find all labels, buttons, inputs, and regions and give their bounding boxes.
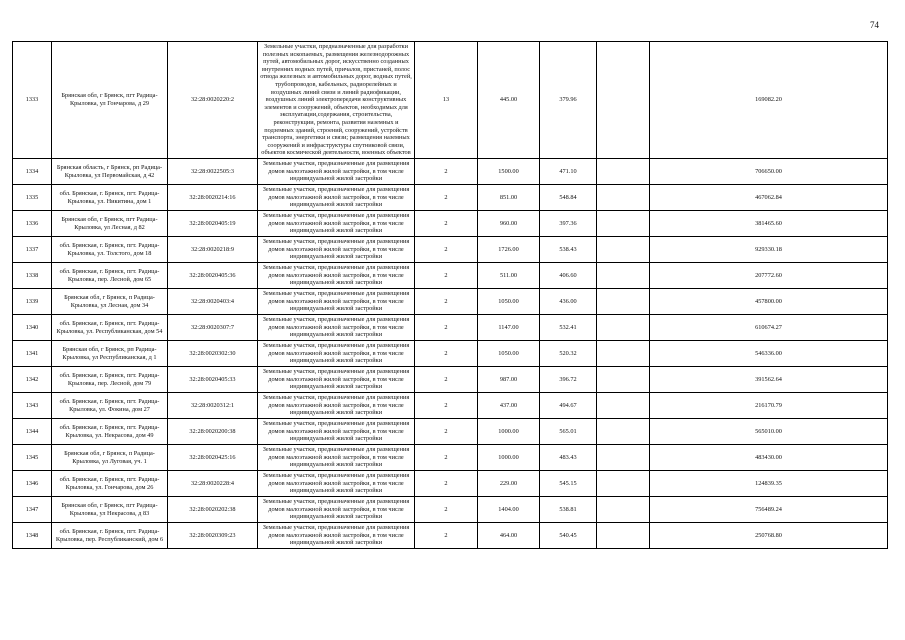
area-cell: 851.00	[478, 185, 540, 211]
address-cell: обл. Брянская, г. Брянск, пгт. Радица-Крыловка, пер. Республиканский, дом 6	[52, 523, 168, 549]
row-number-cell: 1346	[13, 471, 52, 497]
cadastral-number-cell: 32:28:0020403:4	[168, 289, 258, 315]
land-use-description-cell: Земельные участки, предназначенные для размещения домов малоэтажной жилой застройки, в том числе индивидуальной жилой застройки	[258, 263, 415, 289]
area-cell: 229.00	[478, 471, 540, 497]
group-number-cell: 13	[415, 42, 478, 159]
address-cell: Брянская область, г Брянск, рп Радица-Крыловка, ул Первомайская, д 42	[52, 159, 168, 185]
row-number-cell: 1340	[13, 315, 52, 341]
spacer-cell	[597, 185, 650, 211]
spacer-cell	[597, 289, 650, 315]
land-use-description-cell: Земельные участки, предназначенные для размещения домов малоэтажной жилой застройки, в том числе индивидуальной жилой застройки	[258, 237, 415, 263]
specific-value-cell: 565.01	[540, 419, 597, 445]
spacer-cell	[597, 211, 650, 237]
table-body	[13, 42, 888, 549]
land-use-description-cell: Земельные участки, предназначенные для размещения домов малоэтажной жилой застройки, в том числе индивидуальной жилой застройки	[258, 367, 415, 393]
row-number-cell: 1339	[13, 289, 52, 315]
address-cell: обл. Брянская, г. Брянск, пгт. Радица-Крыловка, пер. Лесной, дом 79	[52, 367, 168, 393]
address-cell: обл. Брянская, г. Брянск, пгт. Радица-Крыловка, ул. Толстого, дом 18	[52, 237, 168, 263]
land-use-description-cell: Земельные участки, предназначенные для размещения домов малоэтажной жилой застройки, в том числе индивидуальной жилой застройки	[258, 341, 415, 367]
table-row	[13, 185, 888, 211]
cadastral-number-cell: 32:28:0020202:38	[168, 497, 258, 523]
specific-value-cell: 436.00	[540, 289, 597, 315]
spacer-cell	[597, 523, 650, 549]
specific-value-cell: 548.84	[540, 185, 597, 211]
group-number-cell: 2	[415, 445, 478, 471]
group-number-cell: 2	[415, 315, 478, 341]
address-cell: Брянская обл, г Брянск, рп Радица-Крыловка, ул Республиканская, д 1	[52, 341, 168, 367]
address-cell: обл. Брянская, г. Брянск, пгт. Радица-Крыловка, ул. Республиканская, дом 54	[52, 315, 168, 341]
cadastral-number-cell: 32:28:0022505:3	[168, 159, 258, 185]
address-cell: Брянская обл, г Брянск, пгт Радица-Крыловка, ул Гончарова, д 29	[52, 42, 168, 159]
specific-value-cell: 397.36	[540, 211, 597, 237]
area-cell: 1050.00	[478, 289, 540, 315]
group-number-cell: 2	[415, 419, 478, 445]
cadastral-value-cell: 756489.24	[650, 497, 888, 523]
spacer-cell	[597, 471, 650, 497]
row-number-cell: 1338	[13, 263, 52, 289]
specific-value-cell: 471.10	[540, 159, 597, 185]
row-number-cell: 1343	[13, 393, 52, 419]
cadastral-value-table	[12, 41, 888, 549]
table-row	[13, 393, 888, 419]
spacer-cell	[597, 419, 650, 445]
table-row	[13, 159, 888, 185]
spacer-cell	[597, 341, 650, 367]
cadastral-value-cell: 483430.00	[650, 445, 888, 471]
land-use-description-cell: Земельные участки, предназначенные для размещения домов малоэтажной жилой застройки, в том числе индивидуальной жилой застройки	[258, 523, 415, 549]
row-number-cell: 1348	[13, 523, 52, 549]
cadastral-value-cell: 457800.00	[650, 289, 888, 315]
specific-value-cell: 396.72	[540, 367, 597, 393]
area-cell: 1000.00	[478, 419, 540, 445]
row-number-cell: 1341	[13, 341, 52, 367]
spacer-cell	[597, 237, 650, 263]
table-row	[13, 341, 888, 367]
area-cell: 1500.00	[478, 159, 540, 185]
area-cell: 987.00	[478, 367, 540, 393]
land-use-description-cell: Земельные участки, предназначенные для размещения домов малоэтажной жилой застройки, в том числе индивидуальной жилой застройки	[258, 393, 415, 419]
area-cell: 1404.00	[478, 497, 540, 523]
specific-value-cell: 379.96	[540, 42, 597, 159]
land-use-description-cell: Земельные участки, предназначенные для размещения домов малоэтажной жилой застройки, в том числе индивидуальной жилой застройки	[258, 445, 415, 471]
group-number-cell: 2	[415, 289, 478, 315]
land-use-description-cell: Земельные участки, предназначенные для размещения домов малоэтажной жилой застройки, в том числе индивидуальной жилой застройки	[258, 471, 415, 497]
cadastral-number-cell: 32:28:0020425:16	[168, 445, 258, 471]
land-use-description-cell: Земельные участки, предназначенные для размещения домов малоэтажной жилой застройки, в том числе индивидуальной жилой застройки	[258, 185, 415, 211]
group-number-cell: 2	[415, 523, 478, 549]
cadastral-number-cell: 32:28:0020307:7	[168, 315, 258, 341]
area-cell: 445.00	[478, 42, 540, 159]
cadastral-value-cell: 929330.18	[650, 237, 888, 263]
group-number-cell: 2	[415, 211, 478, 237]
row-number-cell: 1335	[13, 185, 52, 211]
area-cell: 464.00	[478, 523, 540, 549]
spacer-cell	[597, 159, 650, 185]
cadastral-value-cell: 546336.00	[650, 341, 888, 367]
land-use-description-cell: Земельные участки, предназначенные для размещения домов малоэтажной жилой застройки, в том числе индивидуальной жилой застройки	[258, 497, 415, 523]
land-use-description-cell: Земельные участки, предназначенные для разработки полезных ископаемых, размещения железнодорожных путей, автомобильных дорог, искусственно созданных внутренних водных путей, причалов, пристаней, полос отвода железных и автомобильных дорог, водных путей, трубопроводов, кабельных, радиорелейных и воздушных линий связи и линий радиофикации, воздушных линий электропередачи конструктивных элементов и сооружений, объектов, необходимых для эксплуатации,содержания, строительства, реконструкции, ремонта, развития наземных и подземных зданий, строений, сооружений, устройств транспорта, энергетики и связи; размещения наземных сооружений и инфраструктуры спутниковой связи, объектов космической деятельности, военных объектов	[258, 42, 415, 159]
area-cell: 511.00	[478, 263, 540, 289]
table-row	[13, 289, 888, 315]
row-number-cell: 1342	[13, 367, 52, 393]
specific-value-cell: 540.45	[540, 523, 597, 549]
table-row	[13, 42, 888, 159]
address-cell: обл. Брянская, г. Брянск, пгт. Радица-Крыловка, ул. Фокина, дом 27	[52, 393, 168, 419]
table-row	[13, 419, 888, 445]
spacer-cell	[597, 393, 650, 419]
group-number-cell: 2	[415, 471, 478, 497]
row-number-cell: 1336	[13, 211, 52, 237]
specific-value-cell: 538.81	[540, 497, 597, 523]
spacer-cell	[597, 445, 650, 471]
row-number-cell: 1333	[13, 42, 52, 159]
specific-value-cell: 406.60	[540, 263, 597, 289]
row-number-cell: 1334	[13, 159, 52, 185]
cadastral-number-cell: 32:28:0020405:19	[168, 211, 258, 237]
group-number-cell: 2	[415, 367, 478, 393]
area-cell: 1050.00	[478, 341, 540, 367]
cadastral-number-cell: 32:28:0020405:33	[168, 367, 258, 393]
group-number-cell: 2	[415, 185, 478, 211]
land-use-description-cell: Земельные участки, предназначенные для размещения домов малоэтажной жилой застройки, в том числе индивидуальной жилой застройки	[258, 419, 415, 445]
land-use-description-cell: Земельные участки, предназначенные для размещения домов малоэтажной жилой застройки, в том числе индивидуальной жилой застройки	[258, 315, 415, 341]
specific-value-cell: 483.43	[540, 445, 597, 471]
land-use-description-cell: Земельные участки, предназначенные для размещения домов малоэтажной жилой застройки, в том числе индивидуальной жилой застройки	[258, 211, 415, 237]
specific-value-cell: 538.43	[540, 237, 597, 263]
group-number-cell: 2	[415, 497, 478, 523]
address-cell: обл. Брянская, г. Брянск, пгт. Радица-Крыловка, ул. Некрасова, дом 49	[52, 419, 168, 445]
specific-value-cell: 494.67	[540, 393, 597, 419]
table-row	[13, 523, 888, 549]
address-cell: Брянская обл, г Брянск, пгт Радица-Крыловка, ул Лесная, д 82	[52, 211, 168, 237]
spacer-cell	[597, 42, 650, 159]
spacer-cell	[597, 367, 650, 393]
cadastral-value-cell: 467062.84	[650, 185, 888, 211]
cadastral-number-cell: 32:28:0020302:30	[168, 341, 258, 367]
table-row	[13, 445, 888, 471]
group-number-cell: 2	[415, 237, 478, 263]
address-cell: обл. Брянская, г. Брянск, пгт. Радица-Крыловка, пер. Лесной, дом 65	[52, 263, 168, 289]
row-number-cell: 1344	[13, 419, 52, 445]
cadastral-number-cell: 32:28:0020218:9	[168, 237, 258, 263]
cadastral-value-cell: 381465.60	[650, 211, 888, 237]
area-cell: 1000.00	[478, 445, 540, 471]
spacer-cell	[597, 497, 650, 523]
table-row	[13, 237, 888, 263]
cadastral-number-cell: 32:28:0020214:16	[168, 185, 258, 211]
land-use-description-cell: Земельные участки, предназначенные для размещения домов малоэтажной жилой застройки, в том числе индивидуальной жилой застройки	[258, 159, 415, 185]
specific-value-cell: 532.41	[540, 315, 597, 341]
spacer-cell	[597, 315, 650, 341]
cadastral-number-cell: 32:28:0020405:36	[168, 263, 258, 289]
cadastral-number-cell: 32:28:0020228:4	[168, 471, 258, 497]
cadastral-number-cell: 32:28:0020220:2	[168, 42, 258, 159]
table-row	[13, 263, 888, 289]
cadastral-value-cell: 565010.00	[650, 419, 888, 445]
group-number-cell: 2	[415, 341, 478, 367]
address-cell: обл. Брянская, г. Брянск, пгт. Радица-Крыловка, ул. Никитина, дом 1	[52, 185, 168, 211]
address-cell: Брянская обл, г Брянск, п Радица-Крыловка, ул Луговая, уч. 1	[52, 445, 168, 471]
cadastral-number-cell: 32:28:0020312:1	[168, 393, 258, 419]
cadastral-value-cell: 391562.64	[650, 367, 888, 393]
table-row	[13, 211, 888, 237]
address-cell: Брянская обл, г Брянск, пгт Радица-Крыловка, ул Некрасова, д 83	[52, 497, 168, 523]
table-row	[13, 367, 888, 393]
cadastral-value-cell: 207772.60	[650, 263, 888, 289]
area-cell: 437.00	[478, 393, 540, 419]
specific-value-cell: 545.15	[540, 471, 597, 497]
area-cell: 1726.00	[478, 237, 540, 263]
group-number-cell: 2	[415, 159, 478, 185]
group-number-cell: 2	[415, 393, 478, 419]
table-row	[13, 315, 888, 341]
row-number-cell: 1347	[13, 497, 52, 523]
row-number-cell: 1345	[13, 445, 52, 471]
area-cell: 1147.00	[478, 315, 540, 341]
cadastral-value-cell: 169082.20	[650, 42, 888, 159]
row-number-cell: 1337	[13, 237, 52, 263]
cadastral-value-cell: 610674.27	[650, 315, 888, 341]
cadastral-value-cell: 250768.80	[650, 523, 888, 549]
group-number-cell: 2	[415, 263, 478, 289]
cadastral-number-cell: 32:28:0020309:23	[168, 523, 258, 549]
table-row	[13, 471, 888, 497]
cadastral-value-cell: 706650.00	[650, 159, 888, 185]
area-cell: 960.00	[478, 211, 540, 237]
spacer-cell	[597, 263, 650, 289]
page-number: 74	[870, 20, 879, 30]
address-cell: Брянская обл, г Брянск, п Радица-Крыловка, ул Лесная, дом 34	[52, 289, 168, 315]
cadastral-number-cell: 32:28:0020200:38	[168, 419, 258, 445]
cadastral-value-cell: 216170.79	[650, 393, 888, 419]
specific-value-cell: 520.32	[540, 341, 597, 367]
land-use-description-cell: Земельные участки, предназначенные для размещения домов малоэтажной жилой застройки, в том числе индивидуальной жилой застройки	[258, 289, 415, 315]
address-cell: обл. Брянская, г. Брянск, пгт. Радица-Крыловка, ул. Гончарова, дом 26	[52, 471, 168, 497]
table-row	[13, 497, 888, 523]
cadastral-value-cell: 124839.35	[650, 471, 888, 497]
